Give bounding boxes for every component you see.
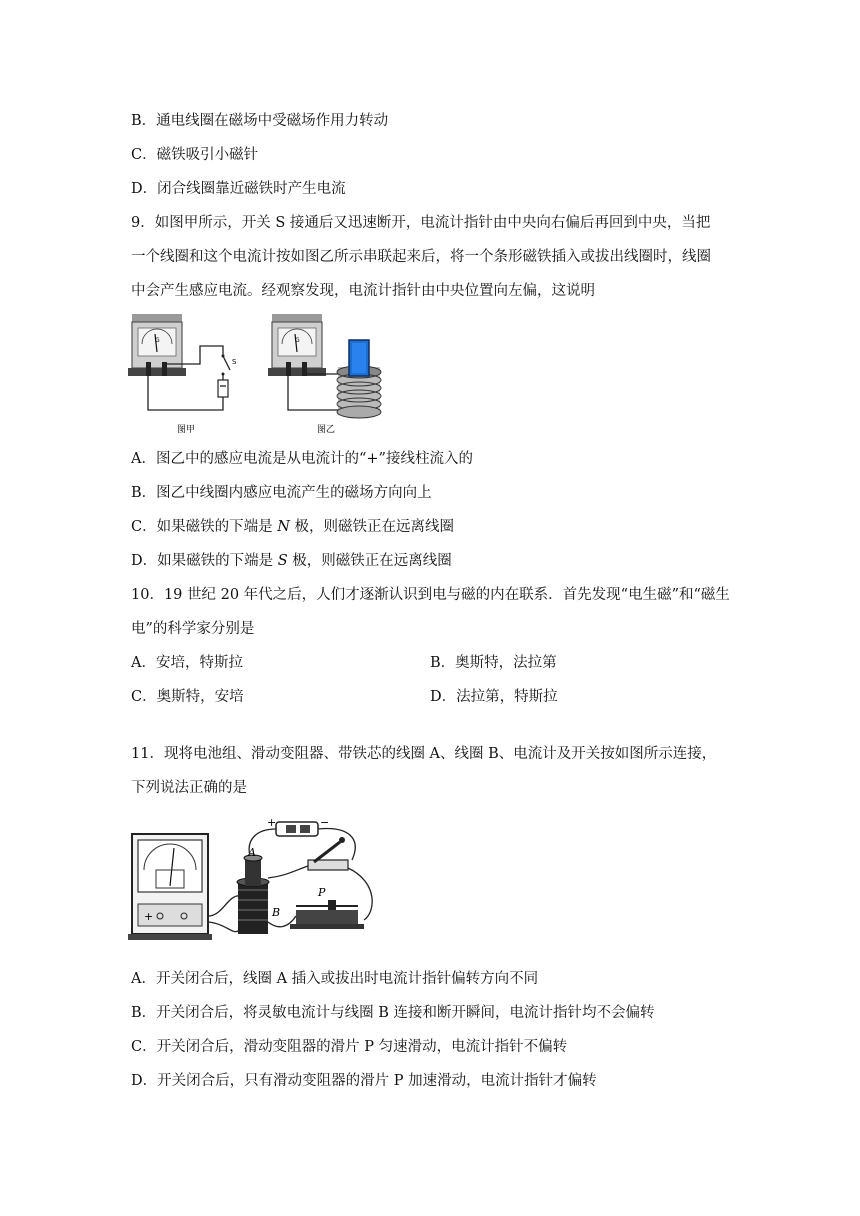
q9-stem-line2: 一个线圈和这个电流计按如图乙所示串联起来后，将一个条形磁铁插入或拔出线圈时，线圈 [131, 249, 711, 265]
meter-label: G [155, 337, 160, 344]
bar-magnet [349, 340, 369, 376]
svg-text:+: + [267, 816, 277, 829]
q10-stem-line1: 10．19 世纪 20 年代之后，人们才逐渐认识到电与磁的内在联系．首先发现“电生磁”和“磁生 [131, 587, 730, 603]
q10-option-d: D．法拉第，特斯拉 [430, 689, 558, 705]
svg-text:+: + [144, 910, 154, 923]
svg-text:G: G [295, 337, 300, 344]
q11-option-c: C．开关闭合后，滑动变阻器的滑片 P 匀速滑动，电流计指针不偏转 [131, 1039, 568, 1055]
q9-option-b: B．图乙中线圈内感应电流产生的磁场方向向上 [131, 485, 432, 501]
battery-pack [267, 816, 329, 836]
coil-b [237, 878, 269, 934]
q8-option-c: C．磁铁吸引小磁针 [131, 147, 259, 163]
q9-option-a: A．图乙中的感应电流是从电流计的“+”接线柱流入的 [131, 451, 473, 467]
q11-option-d: D．开关闭合后，只有滑动变阻器的滑片 P 加速滑动，电流计指针才偏转 [131, 1073, 597, 1089]
q9-stem-line3: 中会产生感应电流。经观察发现，电流计指针由中央位置向左偏，这说明 [131, 283, 595, 299]
q11-option-a: A．开关闭合后，线圈 A 插入或拔出时电流计指针偏转方向不同 [131, 971, 539, 987]
svg-text:−: − [320, 816, 330, 829]
q9-option-d: D．如果磁铁的下端是 S 极，则磁铁正在远离线圈 [131, 553, 452, 569]
label-b: B [272, 906, 281, 919]
q11-stem-line1: 11．现将电池组、滑动变阻器、带铁芯的线圈 A、线圈 B、电流计及开关按如图所示连接， [131, 746, 717, 762]
label-a: A [248, 846, 256, 859]
q10-option-b: B．奥斯特，法拉第 [430, 655, 557, 671]
q11-stem-line2: 下列说法正确的是 [131, 780, 247, 796]
switch-s [222, 355, 238, 376]
q11-option-b: B．开关闭合后，将灵敏电流计与线圈 B 连接和断开瞬间，电流计指针均不会偏转 [131, 1005, 655, 1021]
q10-stem-line2: 电”的科学家分别是 [131, 621, 255, 637]
battery-jia [218, 374, 228, 397]
q9-option-c: C．如果磁铁的下端是 N 极，则磁铁正在远离线圈 [131, 519, 454, 535]
figure-q11 [128, 812, 390, 952]
q10-option-c: C．奥斯特，安培 [131, 689, 244, 705]
caption-yi: 图乙 [316, 425, 336, 435]
galvanometer-jia [128, 314, 186, 376]
galvanometer-yi [268, 314, 326, 376]
label-p: P [318, 886, 326, 899]
q10-option-a: A．安培，特斯拉 [131, 655, 243, 671]
figure-jia [128, 312, 248, 437]
q8-option-d: D．闭合线圈靠近磁铁时产生电流 [131, 181, 346, 197]
q9-stem-line1: 9．如图甲所示，开关 S 接通后又迅速断开，电流计指针由中央向右偏后再回到中央，当把 [131, 215, 711, 231]
q8-option-b: B．通电线圈在磁场中受磁场作用力转动 [131, 113, 389, 129]
caption-jia: 图甲 [176, 425, 196, 435]
switch-label: S [232, 358, 237, 366]
rheostat [290, 900, 364, 929]
knife-switch [308, 837, 348, 870]
coil-a [244, 855, 262, 886]
figure-yi [268, 312, 388, 437]
galvanometer-q11 [128, 834, 212, 940]
